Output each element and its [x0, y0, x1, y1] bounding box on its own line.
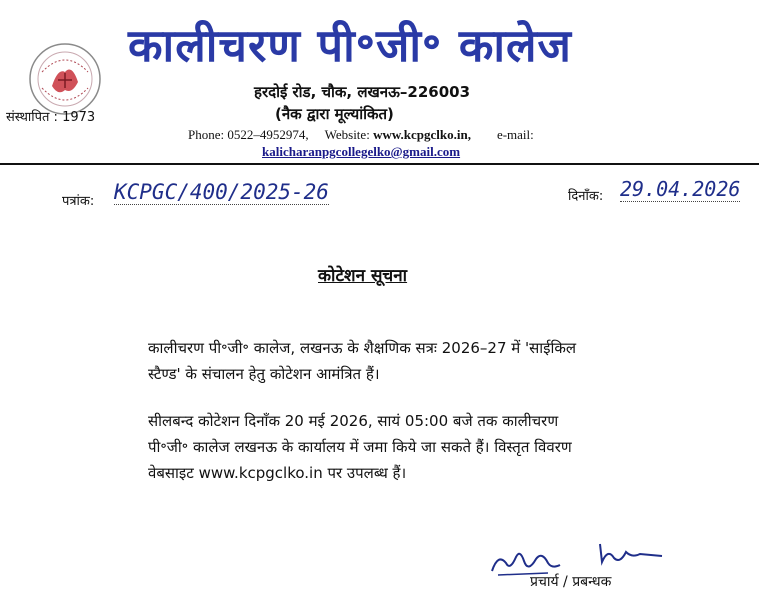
- contact-line: [188, 127, 534, 143]
- signatory-designation: प्रचार्य / प्रबन्धक: [530, 574, 612, 590]
- paragraph-line: वेबसाइट www.kcpgclko.in पर उपलब्ध हैं।: [148, 464, 407, 482]
- accreditation-note: (नैक द्वारा मूल्यांकित): [275, 105, 394, 123]
- date-value: 29.04.2026: [620, 177, 741, 201]
- paragraph-line: पी॰जी॰ कालेज लखनऊ के कार्यालय में जमा किये जा सकते हैं। विस्तृत विवरण: [148, 438, 572, 456]
- paragraph-line: स्टैण्ड' के संचालन हेतु कोटेशन आमंत्रित हैं।: [148, 365, 380, 383]
- website-link[interactable]: www.kcpgclko.in,: [373, 127, 471, 142]
- college-title: कालीचरण पी॰जी॰ कालेज: [128, 19, 572, 72]
- college-seal-icon: [28, 42, 102, 116]
- handwritten-signature-icon: [596, 538, 666, 568]
- reference-number: KCPGC/400/2025-26: [114, 180, 329, 204]
- phone-label: Phone:: [188, 127, 225, 142]
- website-label: Website:: [324, 127, 370, 142]
- college-address: हरदोई रोड, चौक, लखनऊ–226003: [254, 83, 471, 101]
- date-label: दिनाँक:: [568, 189, 604, 204]
- phone-number: 0522–4952974,: [227, 127, 309, 142]
- email-link[interactable]: kalicharanpgcollegelko@gmail.com: [262, 144, 461, 159]
- notice-paragraph-2: [148, 408, 658, 486]
- paragraph-line: कालीचरण पी॰जी॰ कालेज, लखनऊ के शैक्षणिक सत्रः 2026–27 में 'साईकिल: [148, 339, 577, 357]
- reference-label: पत्रांक:: [62, 194, 95, 209]
- paragraph-line: सीलबन्द कोटेशन दिनाँक 20 मई 2026, सायं 05:00 बजे तक कालीचरण: [148, 412, 559, 430]
- notice-heading: कोटेशन सूचना: [318, 266, 408, 286]
- header-divider: [0, 163, 759, 165]
- email-label: e-mail:: [496, 127, 534, 142]
- notice-paragraph-1: [148, 335, 658, 387]
- established-year: संस्थापित : 1973: [6, 110, 96, 125]
